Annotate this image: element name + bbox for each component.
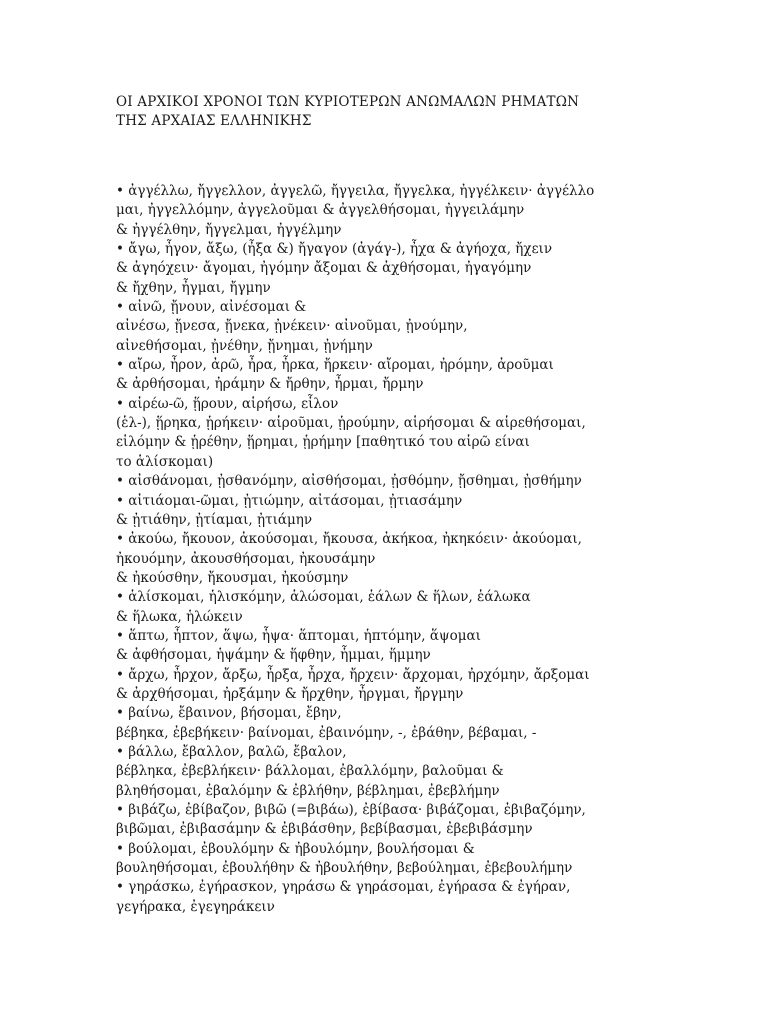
text-line: βέβληκα, ἐβεβλήκειν· βάλλομαι, ἐβαλλόμην, βαλοῦμαι &: [116, 763, 504, 780]
text-line: • ἄρχω, ἦρχον, ἄρξω, ἦρξα, ἦρχα, ἤρχειν· ἄρχομαι, ἠρχόμην, ἄρξομαι: [116, 666, 590, 683]
text-line: • βαίνω, ἔβαινον, βήσομαι, ἔβην,: [116, 705, 342, 722]
text-line: βέβηκα, ἐβεβήκειν· βαίνομαι, ἐβαινόμην, -, ἐβάθην, βέβαμαι, -: [116, 724, 537, 741]
text-line: & ἀφθήσομαι, ἡψάμην & ἥφθην, ἧμμαι, ἥμμην: [116, 647, 431, 664]
text-line: • αἰσθάνομαι, ᾐσθανόμην, αἰσθήσομαι, ᾐσθόμην, ᾔσθημαι, ᾐσθήμην: [116, 473, 582, 490]
text-line: βουληθήσομαι, ἐβουλήθην & ἠβουλήθην, βεβούλημαι, ἐβεβουλήμην: [116, 860, 573, 877]
text-line: & ἥλωκα, ἡλώκειν: [116, 608, 243, 625]
text-line: & ᾐτιάθην, ᾐτίαμαι, ᾐτιάμην: [116, 511, 313, 528]
text-line: • αἰτιάομαι-ῶμαι, ᾐτιώμην, αἰτάσομαι, ᾐτιασάμην: [116, 492, 463, 509]
text-line: & ἠγγέλθην, ἤγγελμαι, ἠγγέλμην: [116, 221, 342, 238]
title-line-2: ΤΗΣ ΑΡΧΑΙΑΣ ΕΛΛΗΝΙΚΗΣ: [116, 113, 312, 129]
text-line: • αἴρω, ἦρον, ἀρῶ, ἦρα, ἦρκα, ἤρκειν· αἴρομαι, ἠρόμην, ἀροῦμαι: [116, 357, 554, 374]
verb-list: [116, 182, 756, 917]
text-line: • ἁλίσκομαι, ἡλισκόμην, ἁλώσομαι, ἑάλων & ἥλων, ἑάλωκα: [116, 589, 531, 606]
text-line: & ἀγηόχειν· ἄγομαι, ἠγόμην ἄξομαι & ἀχθήσομαι, ἠγαγόμην: [116, 260, 532, 277]
text-line: • ἀκούω, ἤκουον, ἀκούσομαι, ἤκουσα, ἀκήκοα, ἠκηκόειν· ἀκούομαι,: [116, 531, 582, 548]
title-line-1: ΟΙ ΑΡΧΙΚΟΙ ΧΡΟΝΟΙ ΤΩΝ ΚΥΡΙΟΤΕΡΩΝ ΑΝΩΜΑΛΩΝ ΡΗΜΑΤΩΝ: [116, 94, 580, 110]
document-title: [116, 93, 756, 131]
text-line: • ἄγω, ἦγον, ἄξω, (ἦξα &) ἤγαγον (ἀγάγ-), ἦχα & ἀγήοχα, ἤχειν: [116, 241, 553, 258]
text-line: • αἱρέω-ῶ, ᾕρουν, αἱρήσω, εἷλον: [116, 395, 339, 412]
text-line: & ἀρθήσομαι, ἠράμην & ἤρθην, ἦρμαι, ἤρμην: [116, 376, 424, 393]
text-line: & ἀρχθήσομαι, ἠρξάμην & ἤρχθην, ἦργμαι, ἤργμην: [116, 685, 464, 702]
text-line: το ἁλίσκομαι): [116, 453, 214, 470]
text-line: ἠκουόμην, ἀκουσθήσομαι, ἠκουσάμην: [116, 550, 376, 567]
text-line: βληθήσομαι, ἐβαλόμην & ἐβλήθην, βέβλημαι, ἐβεβλήμην: [116, 782, 500, 799]
text-line: αἰνεθήσομαι, ᾐνέθην, ᾔνημαι, ᾐνήμην: [116, 337, 373, 354]
text-line: • αἰνῶ, ᾔνουν, αἰνέσομαι &: [116, 299, 307, 316]
text-line: εἱλόμην & ᾑρέθην, ᾕρημαι, ᾑρήμην [παθητικό του αἱρῶ είναι: [116, 434, 530, 451]
text-line: • γηράσκω, ἐγήρασκον, γηράσω & γηράσομαι, ἐγήρασα & ἐγήραν,: [116, 879, 571, 896]
text-line: & ἠκούσθην, ἤκουσμαι, ἠκούσμην: [116, 569, 349, 586]
text-line: αἰνέσω, ᾔνεσα, ᾔνεκα, ᾐνέκειν· αἰνοῦμαι, ᾐνούμην,: [116, 318, 468, 335]
text-line: (ἑλ-), ᾕρηκα, ᾑρήκειν· αἱροῦμαι, ᾑρούμην, αἱρήσομαι & αἱρεθήσομαι,: [116, 415, 586, 432]
text-line: • ἅπτω, ἧπτον, ἅψω, ἧψα· ἅπτομαι, ἡπτόμην, ἅψομαι: [116, 627, 481, 644]
text-line: μαι, ἠγγελλόμην, ἀγγελοῦμαι & ἀγγελθήσομαι, ἠγγειλάμην: [116, 202, 525, 219]
text-line: • βούλομαι, ἐβουλόμην & ἠβουλόμην, βουλήσομαι &: [116, 840, 475, 857]
text-line: & ἤχθην, ἦγμαι, ἤγμην: [116, 279, 271, 296]
text-line: • ἀγγέλλω, ἤγγελλον, ἀγγελῶ, ἤγγειλα, ἤγγελκα, ἠγγέλκειν· ἀγγέλλο: [116, 183, 595, 199]
document-page: [116, 93, 756, 917]
text-line: γεγήρακα, ἐγεγηράκειν: [116, 898, 275, 915]
text-line: • βιβάζω, ἐβίβαζον, βιβῶ (=βιβάω), ἐβίβασα· βιβάζομαι, ἐβιβαζόμην,: [116, 802, 586, 818]
text-line: • βάλλω, ἔβαλλον, βαλῶ, ἔβαλον,: [116, 743, 347, 760]
text-line: βιβῶμαι, ἐβιβασάμην & ἐβιβάσθην, βεβίβασμαι, ἐβεβιβάσμην: [116, 821, 533, 838]
